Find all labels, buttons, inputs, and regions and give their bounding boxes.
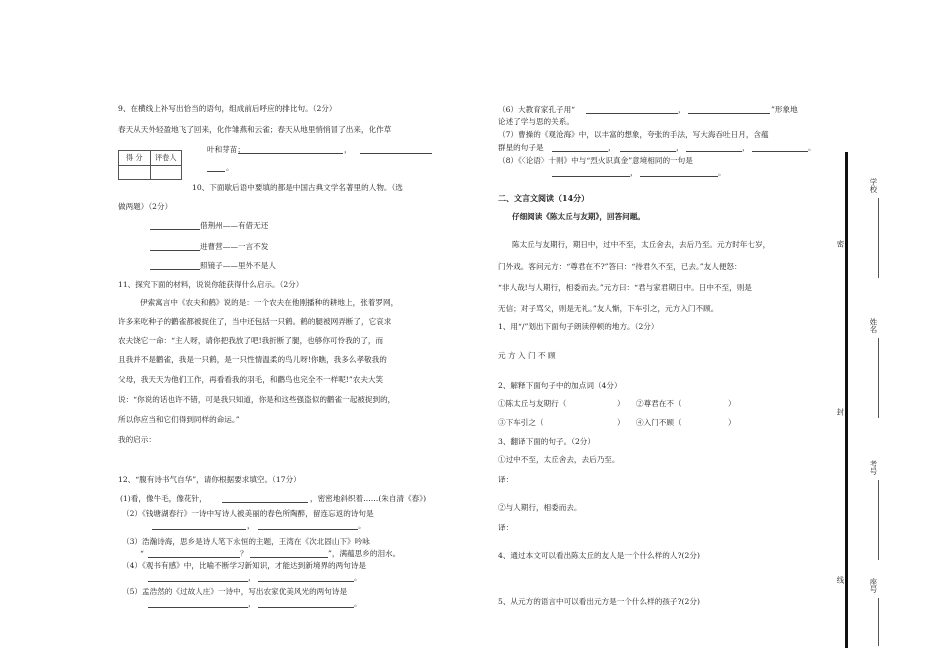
q11-title: 11、探究下面的材料，说说你能获得什么启示。（2分） [118, 280, 304, 289]
q9-line1: 春天从天外轻盈地飞了回来，化作雏燕和云雀；春天从地里悄悄冒了出来，化作草 [118, 125, 392, 134]
q10-blank-2[interactable] [150, 250, 200, 251]
grader-cell[interactable] [150, 166, 182, 180]
q12-s3-blank-2[interactable] [250, 557, 328, 558]
exam-number-field[interactable] [878, 480, 879, 560]
q2-item-4: ④入门不顾（ [636, 418, 682, 427]
q2-item-1-close: ） [617, 399, 625, 408]
q9-title: 9、在横线上补写出恰当的语句，组成前后呼应的排比句。（2分） [118, 104, 337, 113]
q11-p6: 说：“你说的话也许不错，可是我只知道，你是和这些强盗似的鹳雀一起被捉到的， [118, 395, 396, 404]
q12-s6c: 论述了学与思的关系。 [498, 117, 574, 126]
grader-label: 评卷人 [150, 151, 182, 165]
passage-line-1: 陈太丘与友期行，期日中，过中不至，太丘舍去，去后乃至。元方时年七岁， [512, 240, 771, 249]
q12-s7b: 群星的句子是 [498, 143, 544, 152]
q11-p1: 伊索寓言中《农夫和鹤》说的是：一个农夫在他刚播种的耕地上，张着罗网， [140, 298, 399, 307]
q12-s5-comma: ， [248, 599, 256, 608]
q10-blank-3[interactable] [150, 269, 200, 270]
section-2-title: 二、文言文阅读（14分） [498, 193, 590, 203]
q9-blank-1[interactable] [238, 153, 343, 154]
q12-s7-comma-2: ， [676, 143, 684, 152]
name-field[interactable] [878, 338, 879, 418]
q2-item-3-close: ） [617, 418, 625, 427]
q11-p2: 许多来吃种子的鹳雀都被捉住了，当中还包括一只鹤。鹤的腿被网弄断了，它哀求 [118, 317, 392, 326]
q3-sentence-2: ②与人期行，相委而去。 [498, 503, 582, 512]
q12-s3a: （3）浩瀚诗海，思乡是诗人笔下永恒的主题，王湾在《次北固山下》吟咏 [122, 537, 370, 546]
q4-title: 4、通过本文可以看出陈太丘的友人是一个什么样的人?(2分) [498, 551, 700, 560]
q9-blank-3[interactable] [207, 171, 225, 172]
q12-s2: （2）《钱塘湖春行》一诗中写诗人被美丽的春色所陶醉，留连忘返的诗句是 [122, 509, 374, 518]
q3-translate-label-1: 译： [498, 475, 514, 484]
q12-s8-comma: ， [630, 168, 638, 177]
q12-s5-end: 。 [354, 599, 362, 608]
q12-s2-end: 。 [358, 521, 366, 530]
q12-s8-blank-2[interactable] [640, 176, 718, 177]
q3-translate-label-2: 译： [498, 523, 514, 532]
q12-s2-blank-1[interactable] [152, 529, 246, 530]
q12-s1b: ，密密地斜织着……(朱自清《春》) [310, 494, 427, 503]
q12-s6-comma: ， [678, 105, 686, 114]
q9-comma: ， [344, 145, 352, 154]
passage-line-2: 门外戏。客问元方：“尊君在不?”答曰：“待君久不至，已去。”友人便怒： [498, 262, 742, 271]
q12-s4-blank-2[interactable] [258, 581, 354, 582]
q11-p4: 且我并不是鹳雀，我是一只鹤，是一只性情温柔的鸟儿呀!你瞧，我多么孝敬我的 [118, 355, 387, 364]
school-label: 学校 [869, 178, 878, 193]
q12-s7-end: 。 [808, 143, 816, 152]
q12-s7-blank-3[interactable] [686, 151, 742, 152]
section-2-instruction: 仔细阅读《陈太丘与友期》，回答问题。 [512, 212, 645, 221]
q11-p3: 农夫饶它一命：“主人呀，请你把我放了吧!我折断了腿，也够你可怜我的了，而 [118, 336, 384, 345]
q2-item-1: ①陈太丘与友期行（ [498, 399, 567, 408]
q12-s8-blank-1[interactable] [552, 176, 630, 177]
score-cell[interactable] [119, 166, 150, 180]
name-label: 姓名 [869, 318, 878, 333]
q12-s4-comma: ， [248, 573, 256, 582]
q2-item-2: ②尊君在不（ [636, 399, 682, 408]
q12-s5-blank-2[interactable] [258, 607, 354, 608]
q2-title: 2、解释下面句子中的加点词（4分） [498, 381, 622, 390]
exam-number-label: 考号 [869, 460, 878, 475]
q12-s2-blank-2[interactable] [258, 529, 358, 530]
passage-line-4: 无信；对子骂父，则是无礼。”友人惭，下车引之，元方入门不顾。 [498, 304, 719, 313]
q12-s8: （8）《〈论语〉十则》中与“烈火识真金”意境相同的一句是 [498, 156, 693, 165]
q12-s7-blank-4[interactable] [752, 151, 808, 152]
score-label: 得 分 [125, 152, 143, 162]
binding-line [845, 152, 848, 648]
q12-s7-blank-1[interactable] [552, 151, 608, 152]
q3-sentence-1: ①过中不至，太丘舍去，去后乃至。 [498, 455, 620, 464]
q10-item-3: 照镜子——里外不是人 [200, 261, 276, 270]
q11-answer-label: 我的启示： [118, 435, 156, 444]
q2-item-3: ③下车引之（ [498, 418, 544, 427]
q12-s7a: （7）曹操的《观沧海》中，以丰富的想象，夸张的手法，写大海吞吐日月，含蕴 [498, 130, 769, 139]
q9-end: 。 [226, 163, 234, 172]
score-box [118, 150, 182, 180]
q12-s6b: ”形象地 [771, 105, 798, 114]
seal-char-1: 密 [836, 240, 845, 248]
q1-sentence[interactable]: 元 方 入 门 不 顾 [498, 351, 556, 360]
q2-item-2-close: ） [728, 399, 736, 408]
q12-s4: （4）《观书有感》中，比喻不断学习新知识，才能达到新境界的两句诗是 [122, 561, 367, 570]
q10-title: 10、下面歇后语中要填的都是中国古典文学名著里的人物。（选 [192, 183, 403, 192]
q9-blank-2[interactable] [360, 153, 432, 154]
q12-s3-end: ”，满蕴思乡的泪水。 [328, 549, 401, 558]
school-field[interactable] [878, 198, 879, 278]
q10-item-1: 借荆州——有借无还 [200, 221, 269, 230]
seal-char-3: 线 [836, 576, 845, 584]
q12-s1-blank[interactable] [222, 502, 308, 503]
q12-s4-blank-1[interactable] [148, 581, 248, 582]
q12-s2-comma: ， [247, 521, 255, 530]
q12-s7-blank-2[interactable] [620, 151, 676, 152]
q5-title: 5、从元方的语言中可以看出元方是一个什么样的孩子?(2分) [498, 597, 700, 606]
q10-item-2: 进曹营——一言不发 [200, 242, 269, 251]
q10-title2: 做两题）（2分） [118, 202, 173, 211]
passage-line-3: “非人哉!与人期行，相委而去。”元方曰：“君与家君期日中。日中不至，则是 [498, 283, 752, 292]
q11-p7: 所以你应当和它们得到同样的命运。” [118, 415, 240, 424]
q12-s8-end: 。 [718, 168, 726, 177]
seat-number-label: 座号 [869, 578, 878, 593]
q9-line2: 叶和芽苗； [207, 145, 245, 154]
q12-s3-blank-1[interactable] [148, 557, 240, 558]
q12-s6-blank-1[interactable] [586, 113, 678, 114]
q12-s1a: (1)看，像牛毛，像花针， [120, 494, 207, 503]
q11-p5: 父母，我天天为他们工作，再看看我的羽毛，和鹳鸟也完全不一样呢!”农夫大笑 [118, 375, 384, 384]
q12-s5: （5）孟浩然的《过故人庄》一诗中，写出农家优美风光的两句诗是 [122, 587, 348, 596]
q12-s5-blank-1[interactable] [148, 607, 248, 608]
q12-s6-blank-2[interactable] [688, 113, 770, 114]
q12-s7-comma-3: ， [742, 143, 750, 152]
q12-s6a: （6）大教育家孔子用“ [498, 105, 576, 114]
q3-title: 3、翻译下面的句子。（2分） [498, 437, 595, 446]
seal-char-2: 封 [836, 408, 845, 416]
q2-item-4-close: ） [728, 418, 736, 427]
q12-s3-open: “ [140, 549, 144, 558]
seat-number-field[interactable] [878, 598, 879, 646]
q12-title: 12、“腹有诗书气自华”，请你根据要求填空。（17分） [118, 475, 301, 484]
q10-blank-1[interactable] [150, 229, 200, 230]
q12-s4-end: 。 [354, 573, 362, 582]
q12-s7-comma-1: ， [608, 143, 616, 152]
q12-s3-mid: ？ [240, 549, 248, 558]
q1-title: 1、用“/”划出下面句子朗读停顿的地方。（2分） [498, 322, 659, 331]
